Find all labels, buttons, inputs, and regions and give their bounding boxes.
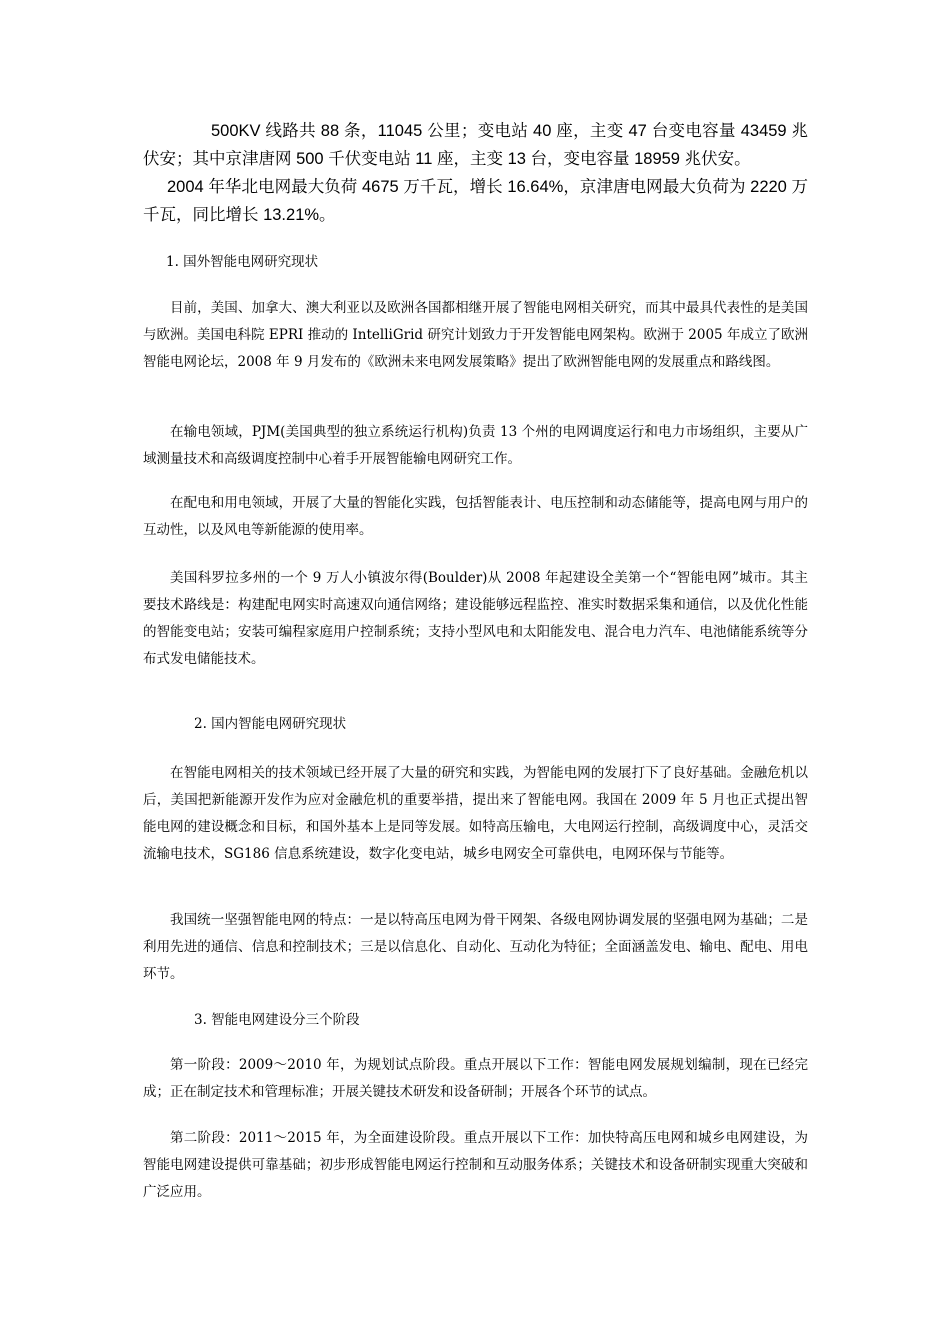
intro-paragraph-2: 2004 年华北电网最大负荷 4675 万千瓦，增长 16.64%，京津唐电网最大负荷为 2220 万千瓦，同比增长 13.21%。 xyxy=(143,178,808,224)
section-1-paragraph-4: 美国科罗拉多州的一个 9 万人小镇波尔得(Boulder)从 2008 年起建设全美第一个“智能电网”城市。其主要技术路线是：构建配电网实时高速双向通信网络；建设能够远程监控、准实时数据采集和通信，以及优化性能的智能变电站；安装可编程家庭用户控制系统；支持小型风电和太阳能发电、混合电力汽车、电池储能系统等分布式发电储能技术。 xyxy=(143,570,808,667)
section-2-paragraph-1: 在智能电网相关的技术领域已经开展了大量的研究和实践，为智能电网的发展打下了良好基础。金融危机以后，美国把新能源开发作为应对金融危机的重要举措，提出来了智能电网。我国在 2009 年 5 月也正式提出智能电网的建设概念和目标，和国外基本上是同等发展。如特高压输电，大电网运行控制，高级调度中心，灵活交流输电技术，SG186 信息系统建设，数字化变电站，城乡电网安全可靠供电，电网环保与节能等。 xyxy=(143,765,808,862)
section-1-paragraph-1: 目前，美国、加拿大、澳大利亚以及欧洲各国都相继开展了智能电网相关研究，而其中最具代表性的是美国与欧洲。美国电科院 EPRI 推动的 IntelliGrid 研究计划致力于开发智能电网架构。欧洲于 2005 年成立了欧洲智能电网论坛，2008 年 9 月发布的《欧洲未来电网发展策略》提出了欧洲智能电网的发展重点和路线图。 xyxy=(143,300,808,370)
section-2-heading: 2. 国内智能电网研究现状 xyxy=(194,716,347,732)
section-1-paragraph-2: 在输电领域，PJM(美国典型的独立系统运行机构)负责 13 个州的电网调度运行和电力市场组织，主要从广域测量技术和高级调度控制中心着手开展智能输电网研究工作。 xyxy=(143,424,808,467)
section-3-paragraph-1: 第一阶段：2009～2010 年，为规划试点阶段。重点开展以下工作：智能电网发展规划编制，现在已经完成；正在制定技术和管理标准；开展关键技术研发和设备研制；开展各个环节的试点。 xyxy=(143,1057,808,1100)
section-3-heading: 3. 智能电网建设分三个阶段 xyxy=(194,1012,360,1028)
intro-paragraph-1: 500KV 线路共 88 条，11045 公里；变电站 40 座，主变 47 台变电容量 43459 兆伏安；其中京津唐网 500 千伏变电站 11 座，主变 13 台，变电容量 18959 兆伏安。 xyxy=(143,122,808,168)
section-1-paragraph-3: 在配电和用电领域，开展了大量的智能化实践，包括智能表计、电压控制和动态储能等，提高电网与用户的互动性，以及风电等新能源的使用率。 xyxy=(143,495,808,538)
section-3-paragraph-2: 第二阶段：2011～2015 年，为全面建设阶段。重点开展以下工作：加快特高压电网和城乡电网建设，为智能电网建设提供可靠基础；初步形成智能电网运行控制和互动服务体系；关键技术和设备研制实现重大突破和广泛应用。 xyxy=(143,1130,808,1200)
section-2-paragraph-2: 我国统一坚强智能电网的特点：一是以特高压电网为骨干网架、各级电网协调发展的坚强电网为基础；二是利用先进的通信、信息和控制技术；三是以信息化、自动化、互动化为特征；全面涵盖发电、输电、配电、用电环节。 xyxy=(143,912,808,982)
section-1-heading: 1. 国外智能电网研究现状 xyxy=(166,254,319,270)
